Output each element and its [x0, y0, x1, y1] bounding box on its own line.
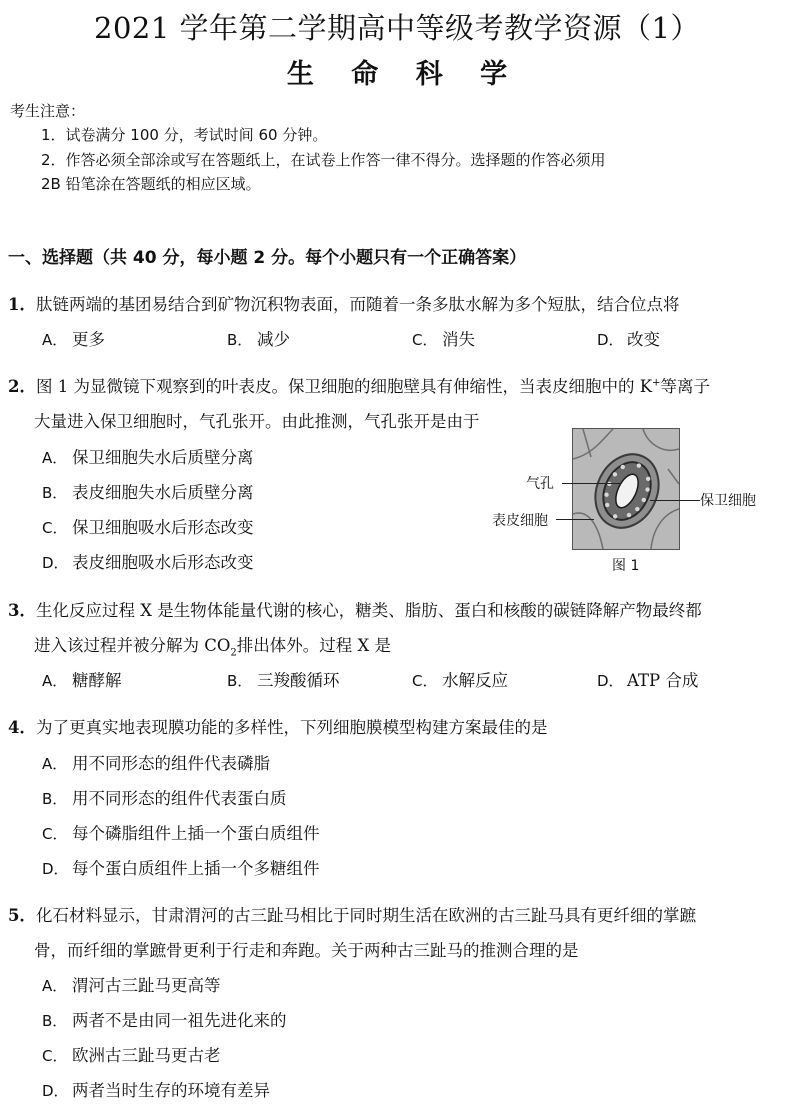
q1-option-a[interactable]: A． 更多: [42, 330, 105, 349]
q2-option-b[interactable]: B． 表皮细胞失水后质壁分离: [42, 483, 254, 502]
question-4-stem: 4．为了更真实地表现膜功能的多样性，下列细胞膜模型构建方案最佳的是: [8, 718, 548, 737]
q1-option-c[interactable]: C． 消失: [412, 330, 475, 349]
q5-option-b[interactable]: B． 两者不是由同一祖先进化来的: [42, 1011, 287, 1030]
question-2-stem: 2．图 1 为显微镜下观察到的叶表皮。保卫细胞的细胞壁具有伸缩性，当表皮细胞中的 K+等离子: [8, 377, 710, 396]
notice-item-2-continued: 2B 铅笔涂在答题纸的相应区域。: [41, 175, 261, 193]
q3-option-d[interactable]: D． ATP 合成: [597, 671, 699, 690]
q1-option-b[interactable]: B． 减少: [227, 330, 290, 349]
question-1-stem: 1．肽链两端的基团易结合到矿物沉积物表面，而随着一条多肽水解为多个短肽，结合位点将: [8, 295, 680, 314]
question-number: 1: [8, 295, 20, 314]
question-2-stem-continued: 大量进入保卫细胞时，气孔张开。由此推测，气孔张开是由于: [34, 412, 480, 431]
leader-epidermal-cell: [556, 519, 594, 520]
label-stoma: 气孔: [526, 476, 554, 492]
figure-caption: 图 1: [612, 558, 640, 574]
q2-option-a[interactable]: A． 保卫细胞失水后质壁分离: [42, 448, 254, 467]
q5-option-c[interactable]: C． 欧洲古三趾马更古老: [42, 1046, 221, 1065]
q3-option-b[interactable]: B． 三羧酸循环: [227, 671, 340, 690]
question-5-stem-continued: 骨，而纤细的掌蹠骨更利于行走和奔跑。关于两种古三趾马的推测合理的是: [34, 941, 579, 960]
q4-option-d[interactable]: D． 每个蛋白质组件上插一个多糖组件: [42, 859, 320, 878]
label-epidermal-cell: 表皮细胞: [492, 513, 548, 529]
q4-option-a[interactable]: A． 用不同形态的组件代表磷脂: [42, 754, 270, 773]
notice-heading: 考生注意：: [10, 102, 86, 120]
q5-option-a[interactable]: A． 渭河古三趾马更高等: [42, 976, 221, 995]
q3-option-a[interactable]: A． 糖酵解: [42, 671, 122, 690]
notice-item-2: 2．作答必须全部涂或写在答题纸上，在试卷上作答一律不得分。选择题的作答必须用: [41, 151, 606, 169]
stoma-micrograph: [573, 429, 679, 549]
exam-title: 2021 学年第二学期高中等级考教学资源（1）: [94, 11, 700, 45]
micrograph-image: [572, 428, 680, 550]
label-guard-cell: 保卫细胞: [700, 493, 756, 509]
subject-title: 生 命 科 学: [286, 59, 522, 90]
q3-option-c[interactable]: C． 水解反应: [412, 671, 508, 690]
question-5-stem: 5．化石材料显示，甘肃渭河的古三趾马相比于同时期生活在欧洲的古三趾马具有更纤细的掌蹠: [8, 906, 696, 925]
q4-option-c[interactable]: C． 每个磷脂组件上插一个蛋白质组件: [42, 824, 320, 843]
question-3-stem-continued: 进入该过程并被分解为 $CO_2$排出体外。过程 X 是: [34, 636, 392, 659]
q1-option-d[interactable]: D． 改变: [597, 330, 660, 349]
leader-stoma: [562, 483, 620, 484]
question-text: 肽链两端的基团易结合到矿物沉积物表面，而随着一条多肽水解为多个短肽，结合位点将: [35, 295, 680, 314]
q2-option-d[interactable]: D． 表皮细胞吸水后形态改变: [42, 553, 254, 572]
question-3-stem: 3．生化反应过程 X 是生物体能量代谢的核心，糖类、脂肪、蛋白和核酸的碳链降解产物最终都: [8, 601, 702, 620]
figure-1: [492, 428, 792, 578]
q4-option-b[interactable]: B． 用不同形态的组件代表蛋白质: [42, 789, 287, 808]
q2-option-c[interactable]: C． 保卫细胞吸水后形态改变: [42, 518, 254, 537]
notice-item-1: 1．试卷满分 100 分，考试时间 60 分钟。: [41, 126, 328, 144]
q5-option-d[interactable]: D． 两者当时生存的环境有差异: [42, 1081, 270, 1100]
leader-guard-cell: [650, 500, 700, 501]
section-heading: 一、选择题（共 40 分，每小题 2 分。每个小题只有一个正确答案）: [8, 248, 527, 268]
